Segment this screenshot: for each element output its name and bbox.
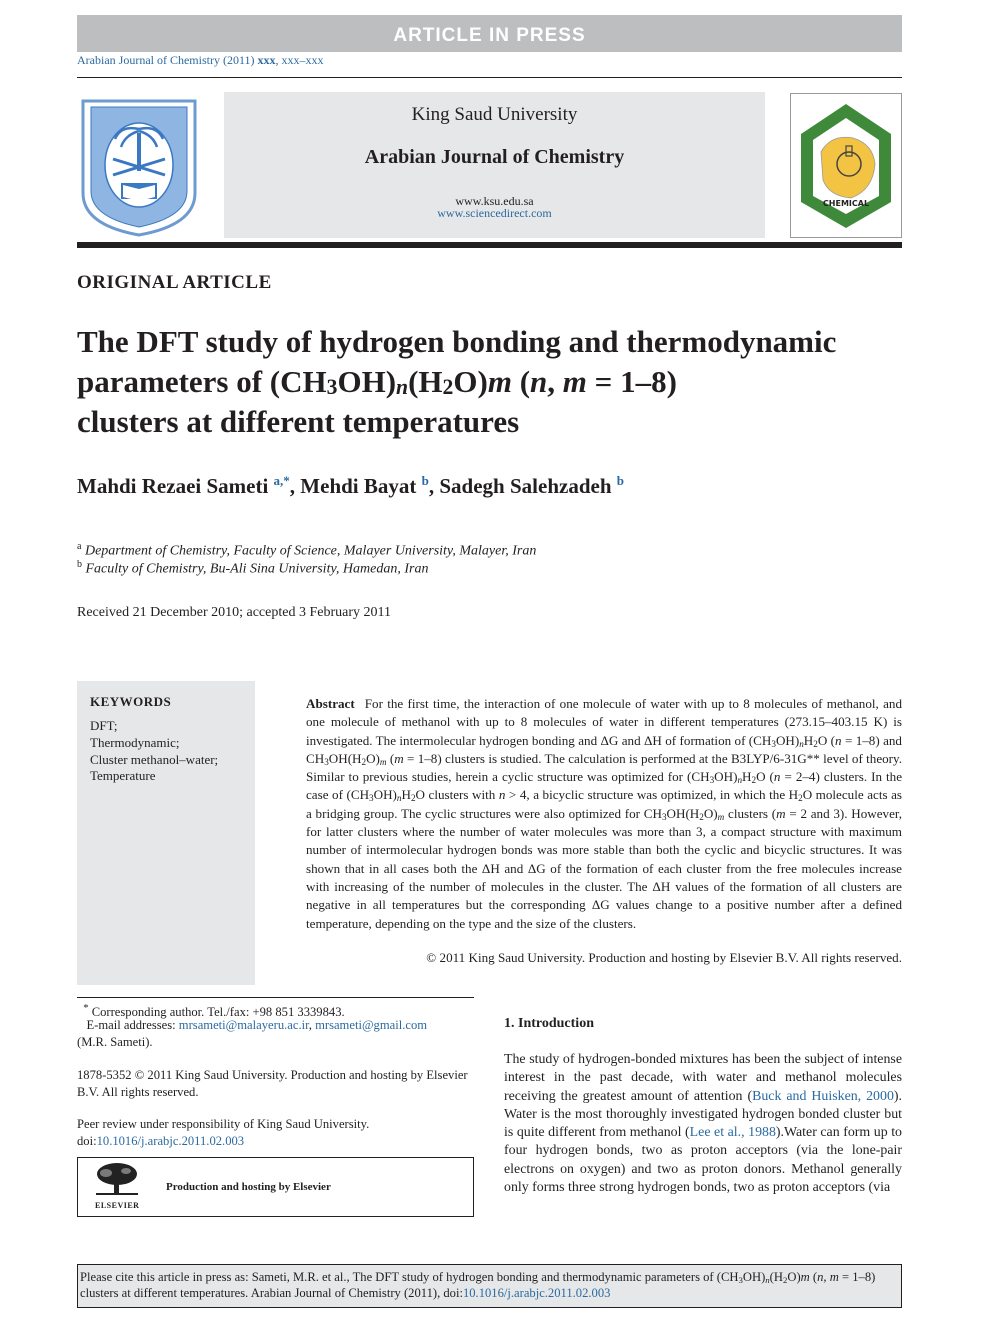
keyword-item: DFT; xyxy=(90,718,118,733)
article-title: The DFT study of hydrogen bonding and thermodynamic parameters of $(CH_3OH)_n(H_2O)m$ (n, m = 1–8) clusters at different temperatures xyxy=(77,324,837,439)
article-type: ORIGINAL ARTICLE xyxy=(77,272,272,293)
keyword-item: Temperature xyxy=(90,768,156,783)
abstract-copyright: © 2011 King Saud University. Production and hosting by Elsevier B.V. All rights reserved. xyxy=(426,950,902,965)
keywords-title: KEYWORDS xyxy=(90,694,172,709)
keyword-item: Cluster methanol–water; xyxy=(90,752,219,767)
reference-link[interactable]: Buck and Huisken, 2000 xyxy=(752,1088,894,1104)
received-dates: Received 21 December 2010; accepted 3 February 2011 xyxy=(77,605,391,620)
peer-review-note: Peer review under responsibility of King Saud University. xyxy=(77,1117,370,1131)
elsevier-wordmark: ELSEVIER xyxy=(95,1201,140,1210)
chemical-society-logo xyxy=(790,93,902,238)
ksu-logo xyxy=(77,93,202,243)
affiliation-a: $^a$ Department of Chemistry, Faculty of Science, Malayer University, Malayer, Iran xyxy=(77,541,537,559)
email-note: E-mail addresses: mrsameti@malayeru.ac.ir, mrsameti@gmail.com xyxy=(86,1018,428,1032)
author-list: Mahdi Rezaei Sameti $^{a,*}$, Mehdi Bayat $^b$, Sadegh Salehzadeh $^b$ xyxy=(77,473,624,498)
issn-copyright: 1878-5352 © 2011 King Saud University. Production and hosting by Elsevier B.V. All rights reserved. xyxy=(77,1068,468,1099)
svg-text:CHEMICAL: CHEMICAL xyxy=(822,199,870,208)
keyword-item: Thermodynamic; xyxy=(90,735,180,750)
doi-note: doi:10.1016/j.arabjc.2011.02.003 xyxy=(77,1134,245,1148)
elsevier-tree-logo xyxy=(92,1161,142,1204)
corresponding-author-note: * Corresponding author. Tel./fax: +98 851 3339843. xyxy=(83,1003,345,1020)
affiliation-b: $^b$ Faculty of Chemistry, Bu-Ali Sina University, Hamedan, Iran xyxy=(77,559,429,577)
ksu-url[interactable]: www.ksu.edu.sa xyxy=(455,194,534,208)
header-rule xyxy=(77,77,902,78)
article-in-press-banner: ARTICLE IN PRESS xyxy=(77,15,902,52)
email-link[interactable]: mrsameti@malayeru.ac.ir xyxy=(178,1018,309,1032)
journal-citation-line: Arabian Journal of Chemistry (2011) xxx, xxx–xxx xyxy=(77,53,324,67)
citation-doi-link[interactable]: 10.1016/j.arabjc.2011.02.003 xyxy=(462,1286,611,1300)
footnote-rule xyxy=(77,997,474,998)
author-name[interactable]: Mahdi Rezaei Sameti xyxy=(77,474,269,498)
email-link[interactable]: mrsameti@gmail.com xyxy=(315,1018,428,1032)
abstract-text: Abstract For the first time, the interaction of one molecule of water with up to 8 molecules of methanol, and one molecule of methanol with up to 8 molecules of water in different temperatures (273.15–403.15 K) is investigated. The intermolecular hydrogen bonding and ΔG and ΔH of formation of $(CH_3OH)_nH_2O$ (n = 1–8) and $CH_3OH(H_2O)_m$ (m = 1–8) clusters is studied. The calculation is performed at the B3LYP/6-31G** level of theory. Similar to previous studies, herein a cyclic structure was optimized for $(CH_3OH)_nH_2O$ (n = 2–4) clusters. In the case of $(CH_3OH)_nH_2O$ clusters with n > 4, a bicyclic structure was optimized, in which the $H_2O$ molecule acts as a bridging group. The cyclic structures were also optimized for $CH_3OH(H_2O)_m$ clusters (m = 2 and 3). However, for latter clusters where the number of water molecules was more than 3, a compact structure with maximum number of intermolecular hydrogen bonds was more stable than both the cyclic and bicyclic structures. It was shown that in all cases both the ΔH and ΔG of the formation of each cluster from the free molecules increase with increasing of the number of molecules in the cluster. The ΔH values of the formation of all clusters are negative in all temperatures but the corresponding ΔG values change to a positive number after a defined temperature, depending on the type and the size of the clusters. xyxy=(306,696,903,931)
author-name[interactable]: Mehdi Bayat xyxy=(300,474,417,498)
introduction-text: The study of hydrogen-bonded mixtures has been the subject of intense interest in the past decade, with water and methanol molecules receiving the greatest amount of attention (Buck and Huisken, 2000). Water is the most thoroughly investigated hydrogen bonded cluster but is quite different from methanol (Lee et al., 1988).Water can form up to four hydrogen bonds, two as proton acceptors (via the lone-pair electrons on oxygen) and two as proton donors. Methanol generally only forms three strong hydrogen bonds, two as proton acceptors (via xyxy=(504,1052,902,1196)
university-name: King Saud University xyxy=(411,104,578,125)
doi-link[interactable]: 10.1016/j.arabjc.2011.02.003 xyxy=(96,1134,245,1148)
introduction-heading: 1. Introduction xyxy=(504,1016,594,1031)
header-thick-rule xyxy=(77,242,902,248)
sciencedirect-url[interactable]: www.sciencedirect.com xyxy=(437,206,552,220)
email-owner: (M.R. Sameti). xyxy=(77,1035,153,1049)
citation-box: Please cite this article in press as: Sameti, M.R. et al., The DFT study of hydrogen bonding and thermodynamic parameters of $(CH_3OH)_n(H_2O)m$ (n, m = 1–8) clusters at different temperatures. Arabian Journal of Chemistry (2011), doi:10.1016/j.arabjc.2011.02.003 xyxy=(77,1264,902,1308)
elsevier-production-text: Production and hosting by Elsevier xyxy=(166,1181,331,1193)
author-name[interactable]: Sadegh Salehzadeh xyxy=(439,474,612,498)
reference-link[interactable]: Lee et al., 1988 xyxy=(689,1125,776,1141)
journal-name: Arabian Journal of Chemistry xyxy=(364,146,625,168)
